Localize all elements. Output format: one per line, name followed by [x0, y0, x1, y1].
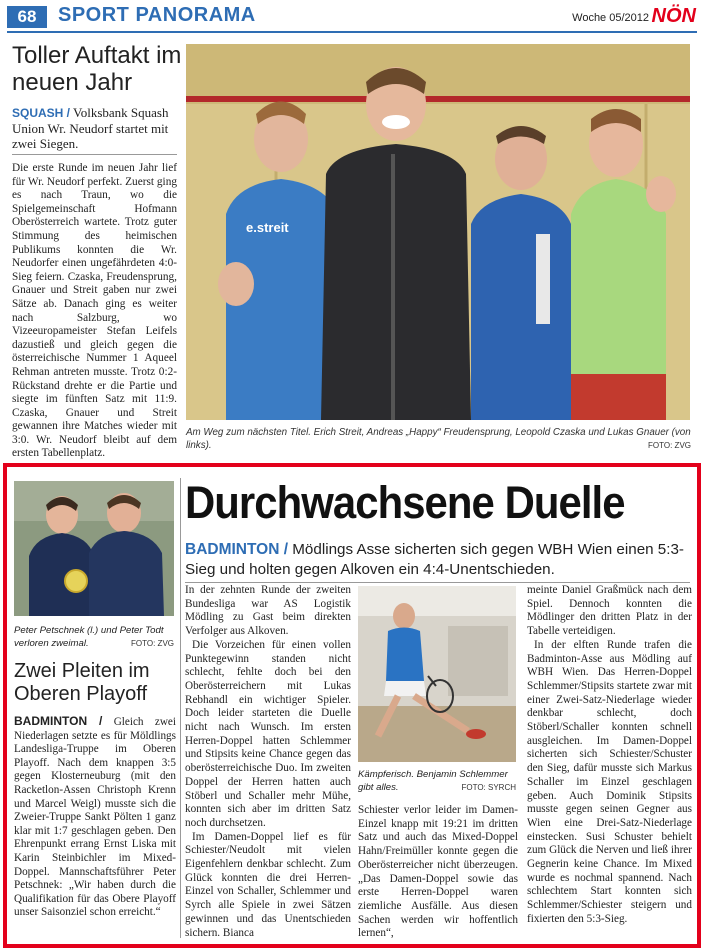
top-lead-text: Volksbank Squash Union Wr. Neudorf startet mit zwei Siegen.	[12, 105, 169, 151]
brand-logo: NÖN	[651, 5, 696, 27]
main-paragraph: Schiester verlor leider im Damen-Einzel knapp mit 19:21 im dritten Satz und auch das Mixed-Doppel Hahn/Freimüller konnte gegen die Oberösterreicher nicht überzeugen. „Das Damen-Doppel sowie das erste Herren-Doppel waren ziemliche Ausfälle. Aus diesen Sachen werden wir hoffentlich lernen“,	[358, 804, 518, 940]
top-lead-rule	[12, 154, 177, 155]
side-body	[14, 715, 176, 920]
shirt-sponsor-text: e.streit	[246, 220, 289, 235]
main-headline: Durchwachsene Duelle	[185, 477, 625, 528]
main-column-2	[358, 804, 518, 941]
squash-photo-credit: FOTO: ZVG	[648, 441, 691, 450]
badminton-player-photo	[358, 586, 516, 762]
top-lead	[12, 105, 177, 151]
duo-photo-credit: FOTO: ZVG	[131, 639, 174, 648]
side-body-text: Gleich zwei Niederlagen setzte es für Möldlings Landesliga-Truppe im Oberen Playoff. Nach dem knappen 3:5 gegen Klosterneuburg (mit den Racketlon-Assen Christoph Krenn und Marcel Weigl) musste sich die Zweier-Truppe Sankt Pölten 1 ganz klar mit 1:7 geschlagen geben. Den Ehrenpunkt errang Ernst Liska mit Karin Steinbichler im Mixed-Doppel. Mannschaftsführer Peter Petschnek: „Wir haben durch die Qualifikation für das Obere Playoff unser Saisonziel schon erreicht.“	[14, 716, 176, 919]
badminton-duo-illustration	[14, 481, 174, 616]
main-column-3	[527, 584, 692, 927]
badminton-duo-photo	[14, 481, 174, 616]
top-body-paragraph: Die erste Runde im neuen Jahr lief für Wr. Neudorf perfekt. Zuerst ging es nach Traun, wo die Spielgemeinschaft Hofmann Oberösterreich wartete. Trotz guter Stimmung des heimischen Publikums konnten die Wr. Neudorfer einen ungefährdeten 4:0-Sieg feiern. Czaska, Freudensprung, Gnauer und Streit gaben nur zwei Sätze ab. Danach ging es weiter nach Salzburg, wo Vizeeuropameister Stefan Leifels dazustieß und gleich gegen die österreichische Nummer 1 Aqueel Rehman antreten musste. Trotz 0:2-Rückstand drehte er die Partie und siegte im fünften Satz mit 11:9. Czaska, Gnauer und Streit gewannen ihre Matches wieder mit 3:0. Wr. Neudorf bleibt auf dem ersten Tabellenplatz.	[12, 162, 177, 460]
squash-caption-text: Am Weg zum nächsten Titel. Erich Streit, Andreas „Happy“ Freudensprung, Leopold Czaska und Lukas Gnauer (von links).	[186, 427, 691, 451]
issue-week: Woche 05/2012	[572, 12, 649, 24]
main-kicker: BADMINTON /	[185, 541, 289, 558]
player-caption-text: Kämpferisch. Benjamin Schlemmer gibt alles.	[358, 769, 508, 793]
main-column-1	[185, 584, 351, 940]
page-number: 68	[7, 6, 47, 28]
badminton-player-illustration	[358, 586, 516, 762]
main-paragraph: meinte Daniel Graßmück nach dem Spiel. Dennoch konnten die Mödlinger den dritten Platz in der Tabelle verteidigen.	[527, 584, 692, 638]
section-title: SPORT PANORAMA	[58, 4, 256, 26]
main-lead-text: Mödlings Asse sicherten sich gegen WBH Wien einen 5:3-Sieg und holten gegen Alkoven ein 4:4-Unentschieden.	[185, 541, 684, 578]
top-headline: Toller Auftakt im neuen Jahr	[12, 42, 182, 96]
top-body	[12, 162, 177, 461]
header-rule	[7, 31, 697, 33]
player-photo-credit: FOTO: SYRCH	[461, 783, 516, 792]
side-headline: Zwei Pleiten im Oberen Playoff	[14, 660, 150, 705]
column-divider	[180, 478, 181, 938]
main-paragraph: Im Damen-Doppel lief es für Schiester/Neudolt mit vielen Eigenfehlern denkbar schlecht. Zum Glück konnten die drei Herren-Einzel von Schaller, Schlemmer und Syrch alle Spiele in zwei Sätzen gewinnen und das Unentschieden sichern. Bianca	[185, 830, 351, 939]
duo-caption-text: Peter Petschnek (l.) und Peter Todt verloren zweimal.	[14, 625, 164, 649]
main-paragraph: In der zehnten Runde der zweiten Bundesliga war AS Logistik Mödling zu Gast beim direkten Verfolger aus Alkoven.	[185, 584, 351, 638]
side-body-paragraph	[14, 715, 176, 920]
squash-team-photo	[186, 44, 690, 420]
main-lead	[185, 540, 695, 580]
squash-photo-caption	[186, 426, 691, 452]
main-paragraph: In der elften Runde trafen die Badminton-Asse aus Mödling auf WBH Wien. Das Herren-Doppel Schlemmer/Stipsits startete zwar mit einer Zwei-Satz-Niederlage wieder denkbar schlecht, doch Stöberl/Schaller konnten schnell ausgleichen. Im Damen-Doppel sicherten sich Schiester/Schuster den Sieg, dafür musste sich Markus Schaller im Einzel geschlagen geben. Auch Dominik Stipsits musste gegen seinen Gegner aus Wien eine Drei-Satz-Niederlage einstecken. Susi Schuster behielt zum Glück die Nerven und ließ ihrer Gegnerin keine Chance. Im Mixed wurde es nochmal spannend. Nach schlechtem Start konnten sich Schlemmer/Schiester steigern und fixierten den 5:3-Sieg.	[527, 638, 692, 925]
side-kicker: BADMINTON /	[14, 714, 103, 728]
duo-photo-caption	[14, 624, 174, 650]
squash-team-illustration	[186, 44, 690, 420]
page-header	[0, 0, 704, 36]
main-lead-rule	[185, 582, 690, 583]
main-paragraph: Die Vorzeichen für einen vollen Punktegewinn standen nicht schlecht, fehlte doch bei den Oberösterreichern mit Lukas Rebhandl ein wichtiger Spieler. Doch leider starteten die Duelle nicht nach Wunsch. Im ersten Herren-Doppel hatten Schlemmer und Stipsits keine Chance gegen das oberösterreichische Duo. Im zweiten Doppel der Herren hatten auch Stöberl und Schaller mehr Mühe, konnten sich aber im dritten Satz noch durchsetzen.	[185, 638, 351, 829]
top-kicker: SQUASH /	[12, 106, 71, 120]
player-photo-caption	[358, 768, 516, 794]
